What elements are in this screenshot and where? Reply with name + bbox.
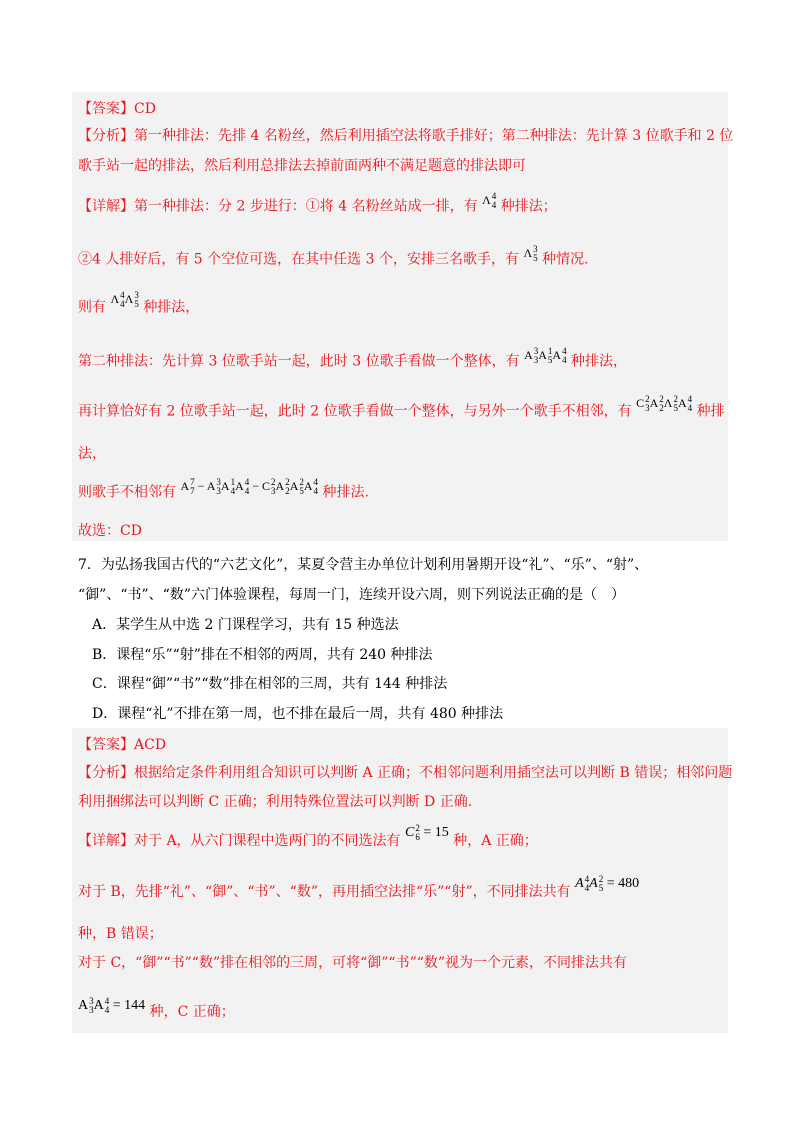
formula-a33a51a44: A 3 3 A 1 5 A 4 4 [524, 346, 567, 366]
q6-detail-line-7 [78, 477, 369, 502]
detail-text: 种排法； [500, 198, 557, 215]
formula-total: A 7 7 − A 3 3 A 1 4 A 4 4 − C 2 3 A 2 2 A 2 5 A 4 4 [180, 477, 319, 497]
q6-detail-line-2 [78, 244, 589, 269]
q7-option-a: A．某学生从中选 2 门课程学习，共有 15 种选法 [92, 617, 399, 633]
q6-detail-line-4 [78, 346, 628, 371]
q7-option-c: C．课程“御”“书”“数”排在相邻的三周，共有 144 种排法 [92, 676, 448, 692]
detail-text: 种，A 正确； [453, 833, 538, 850]
formula-c32a22a52a44: C 2 3 A 2 2 Λ 2 5 A 4 4 [636, 394, 693, 414]
q7-detail-line-3: 种，B 错误； [78, 926, 163, 942]
q6-detail-line-1 [78, 191, 557, 216]
answer-tag: 【答案】 [78, 101, 134, 117]
analysis-tag: 【分析】 [78, 128, 134, 144]
detail-text: ②4 人排好后，有 5 个空位可选，在其中任选 3 个，安排三名歌手，有 [78, 251, 519, 268]
q6-detail-line-6: 法， [78, 446, 106, 462]
q7-option-d: D．课程“礼”不排在第一周，也不排在最后一周，共有 480 种排法 [92, 706, 504, 722]
detail-text: 第二种排法：先计算 3 位歌手站一起，此时 3 位歌手看做一个整体，有 [78, 353, 520, 370]
q7-detail-line-4: 对于 C，“御”“书”“数”排在相邻的三周，可将“御”“书”“数”视为一个元素，不同排法共有 [78, 955, 628, 971]
detail-text: 则有 [78, 299, 106, 316]
q7-detail-line-5 [78, 996, 235, 1021]
answer-value: CD [134, 101, 156, 117]
q7-stem-line-2: “御”、“书”、“数”六门体验课程，每周一门，连续开设六周，则下列说法正确的是（ ） [78, 587, 625, 603]
formula-a44a53: Λ 4 4 Λ 3 5 [110, 290, 139, 310]
answer-tag: 【答案】 [78, 737, 134, 753]
formula-a44a52: A 4 4 A 2 5 = 480 [575, 874, 640, 893]
detail-text: 种情况. [542, 251, 589, 268]
q6-answer-line [78, 100, 156, 118]
analysis-text: 根据给定条件利用组合知识可以判断 A 正确；不相邻问题利用插空法可以判断 B 错误；相邻问题 [134, 765, 733, 781]
detail-text: 则歌手不相邻有 [78, 484, 176, 501]
q7-detail-line-2 [78, 874, 640, 901]
detail-tag: 【详解】 [78, 198, 134, 215]
detail-text: 种排法， [571, 353, 628, 370]
detail-text: 种排法. [322, 484, 369, 501]
detail-text: 种，C 正确； [149, 1004, 235, 1021]
q7-analysis-line-2: 利用捆绑法可以判断 C 正确；利用特殊位置法可以判断 D 正确. [78, 794, 473, 810]
analysis-tag: 【分析】 [78, 765, 134, 781]
formula-a53: Λ 3 5 [523, 244, 538, 264]
detail-text: 对于 A，从六门课程中选两门的不同选法有 [134, 833, 401, 850]
detail-text: 对于 B，先排“礼”、“御”、“书”、“数”，再用插空法排“乐”“射”，不同排法共有 [78, 884, 571, 901]
q6-analysis-line-1 [78, 127, 733, 145]
q7-detail-line-1 [78, 823, 538, 850]
q7-answer-line [78, 736, 166, 754]
detail-tag: 【详解】 [78, 833, 134, 850]
q6-analysis-line-2: 歌手站一起的排法，然后利用总排法去掉前面两种不满足题意的排法即可 [78, 158, 526, 174]
q7-stem-line-1: 7．为弘扬我国古代的“六艺文化”，某夏令营主办单位计划利用暑期开设“礼”、“乐”、“射”、 [78, 557, 649, 573]
q6-detail-line-5 [78, 394, 725, 421]
analysis-text: 第一种排法：先排 4 名粉丝，然后利用插空法将歌手排好；第二种排法：先计算 3 位歌手和 2 位 [134, 128, 734, 144]
formula-text: Λ 4 4 [482, 191, 497, 211]
detail-text: 第一种排法：分 2 步进行：①将 4 名粉丝站成一排，有 [134, 198, 478, 215]
detail-text: 种排法， [143, 299, 200, 316]
detail-text: 再计算恰好有 2 位歌手站一起，此时 2 位歌手看做一个整体，与另外一个歌手不相邻，有 [78, 403, 632, 420]
detail-text: 种排 [696, 403, 725, 420]
answer-value: ACD [134, 737, 167, 753]
q7-analysis-line-1 [78, 764, 732, 782]
q7-option-b: B．课程“乐”“射”排在不相邻的两周，共有 240 种排法 [92, 647, 433, 663]
formula-c62: C 2 6 = 15 [405, 823, 449, 842]
formula-a44 [482, 191, 496, 210]
formula-a33a44: A 3 3 A 4 4 = 144 [78, 996, 146, 1015]
q6-final-choice: 故选：CD [78, 523, 142, 539]
q6-detail-line-3 [78, 290, 200, 317]
